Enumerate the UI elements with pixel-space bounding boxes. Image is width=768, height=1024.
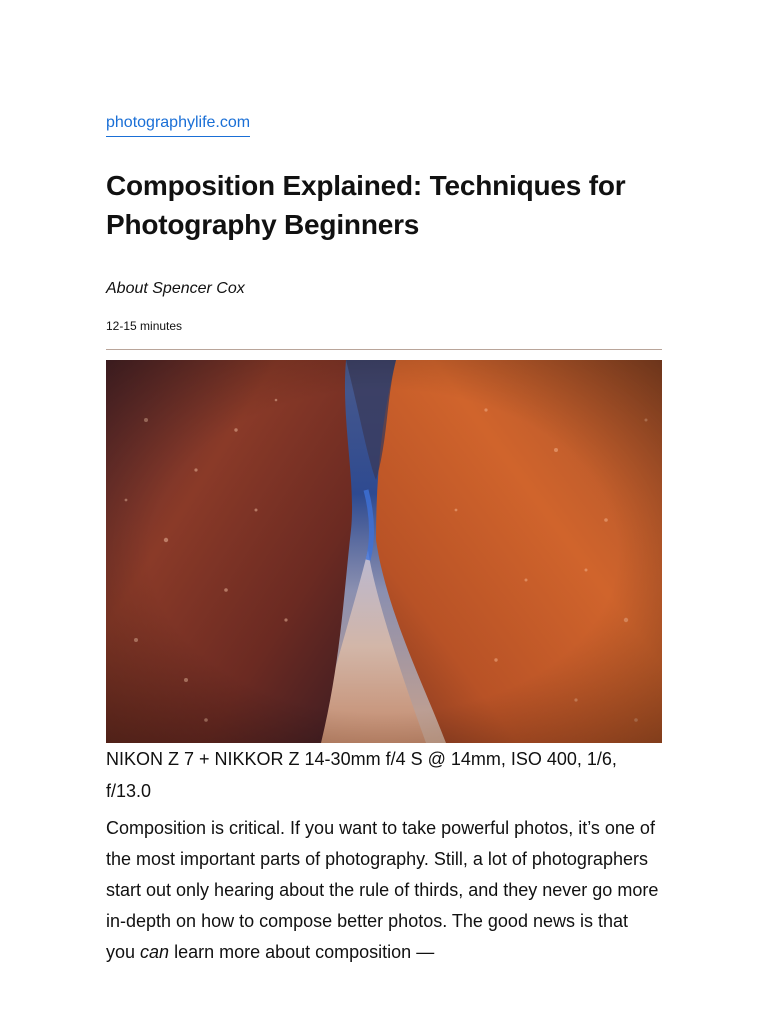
hero-image — [106, 360, 662, 743]
article — [106, 113, 662, 986]
paragraph-emphasis: can — [140, 942, 170, 962]
paragraph-text-1: Composition is critical. If you want to take powerful photos, it’s one of the most important parts of photography. Still, a lot of photographers start out only hearing about the rule of thirds, and they never go more in-depth on how to compose better photos. The good news is that you — [106, 818, 659, 962]
image-caption: NIKON Z 7 + NIKKOR Z 14-30mm f/4 S @ 14mm, ISO 400, 1/6, f/13.0 — [106, 749, 617, 801]
paragraph-text-2: learn more about composition — — [169, 942, 435, 962]
read-time: 12-15 minutes — [106, 319, 183, 333]
article-title: Composition Explained: Techniques for Photography Beginners — [106, 170, 626, 240]
byline: About Spencer Cox — [106, 280, 245, 297]
divider — [106, 349, 662, 350]
site-link[interactable]: photographylife.com — [106, 113, 250, 137]
intro-paragraph — [106, 813, 662, 968]
